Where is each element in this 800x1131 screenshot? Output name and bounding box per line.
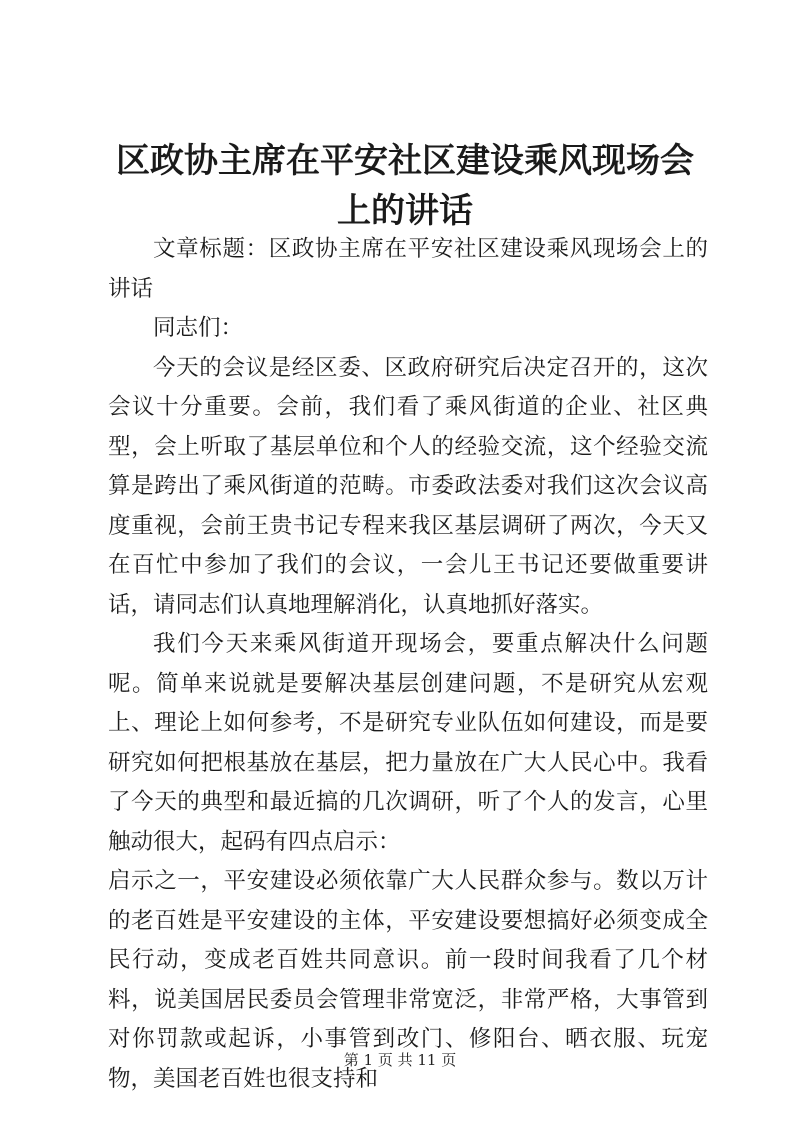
page-number-footer: 第 1 页 共 11 页	[343, 1051, 457, 1069]
paragraph: 我们今天来乘风街道开现场会，要重点解决什么问题呢。简单来说就是要解决基层创建问题，不是研究从宏观上、理论上如何参考，不是研究专业队伍如何建设，而是要研究如何把根基放在基层，把力量放在广大人民心中。我看了今天的典型和最近搞的几次调研，听了个人的发言，心里触动很大，起码有四点启示：	[108, 631, 708, 855]
salutation: 同志们：	[153, 315, 244, 341]
paragraph: 启示之一，平安建设必须依靠广大人民群众参与。数以万计的老百姓是平安建设的主体，平安建设要想搞好必须变成全民行动，变成老百姓共同意识。前一段时间我看了几个材料，说美国居民委员会管理非常宽泛，非常严格，大事管到对你罚款或起诉，小事管到改门、修阳台、晒衣服、玩宠物，美国老百姓也很支持和	[108, 868, 708, 1092]
article-title-line: 文章标题：区政协主席在平安社区建设乘风现场会上的讲话	[108, 236, 708, 302]
document-title: 区政协主席在平安社区建设乘风现场会上的讲话	[116, 141, 694, 231]
document-body	[108, 230, 708, 1099]
paragraph: 今天的会议是经区委、区政府研究后决定召开的，这次会议十分重要。会前，我们看了乘风街道的企业、社区典型，会上听取了基层单位和个人的经验交流，这个经验交流算是跨出了乘风街道的范畴。市委政法委对我们这次会议高度重视，会前王贵书记专程来我区基层调研了两次，今天又在百忙中参加了我们的会议，一会儿王书记还要做重要讲话，请同志们认真地理解消化，认真地抓好落实。	[108, 354, 708, 618]
